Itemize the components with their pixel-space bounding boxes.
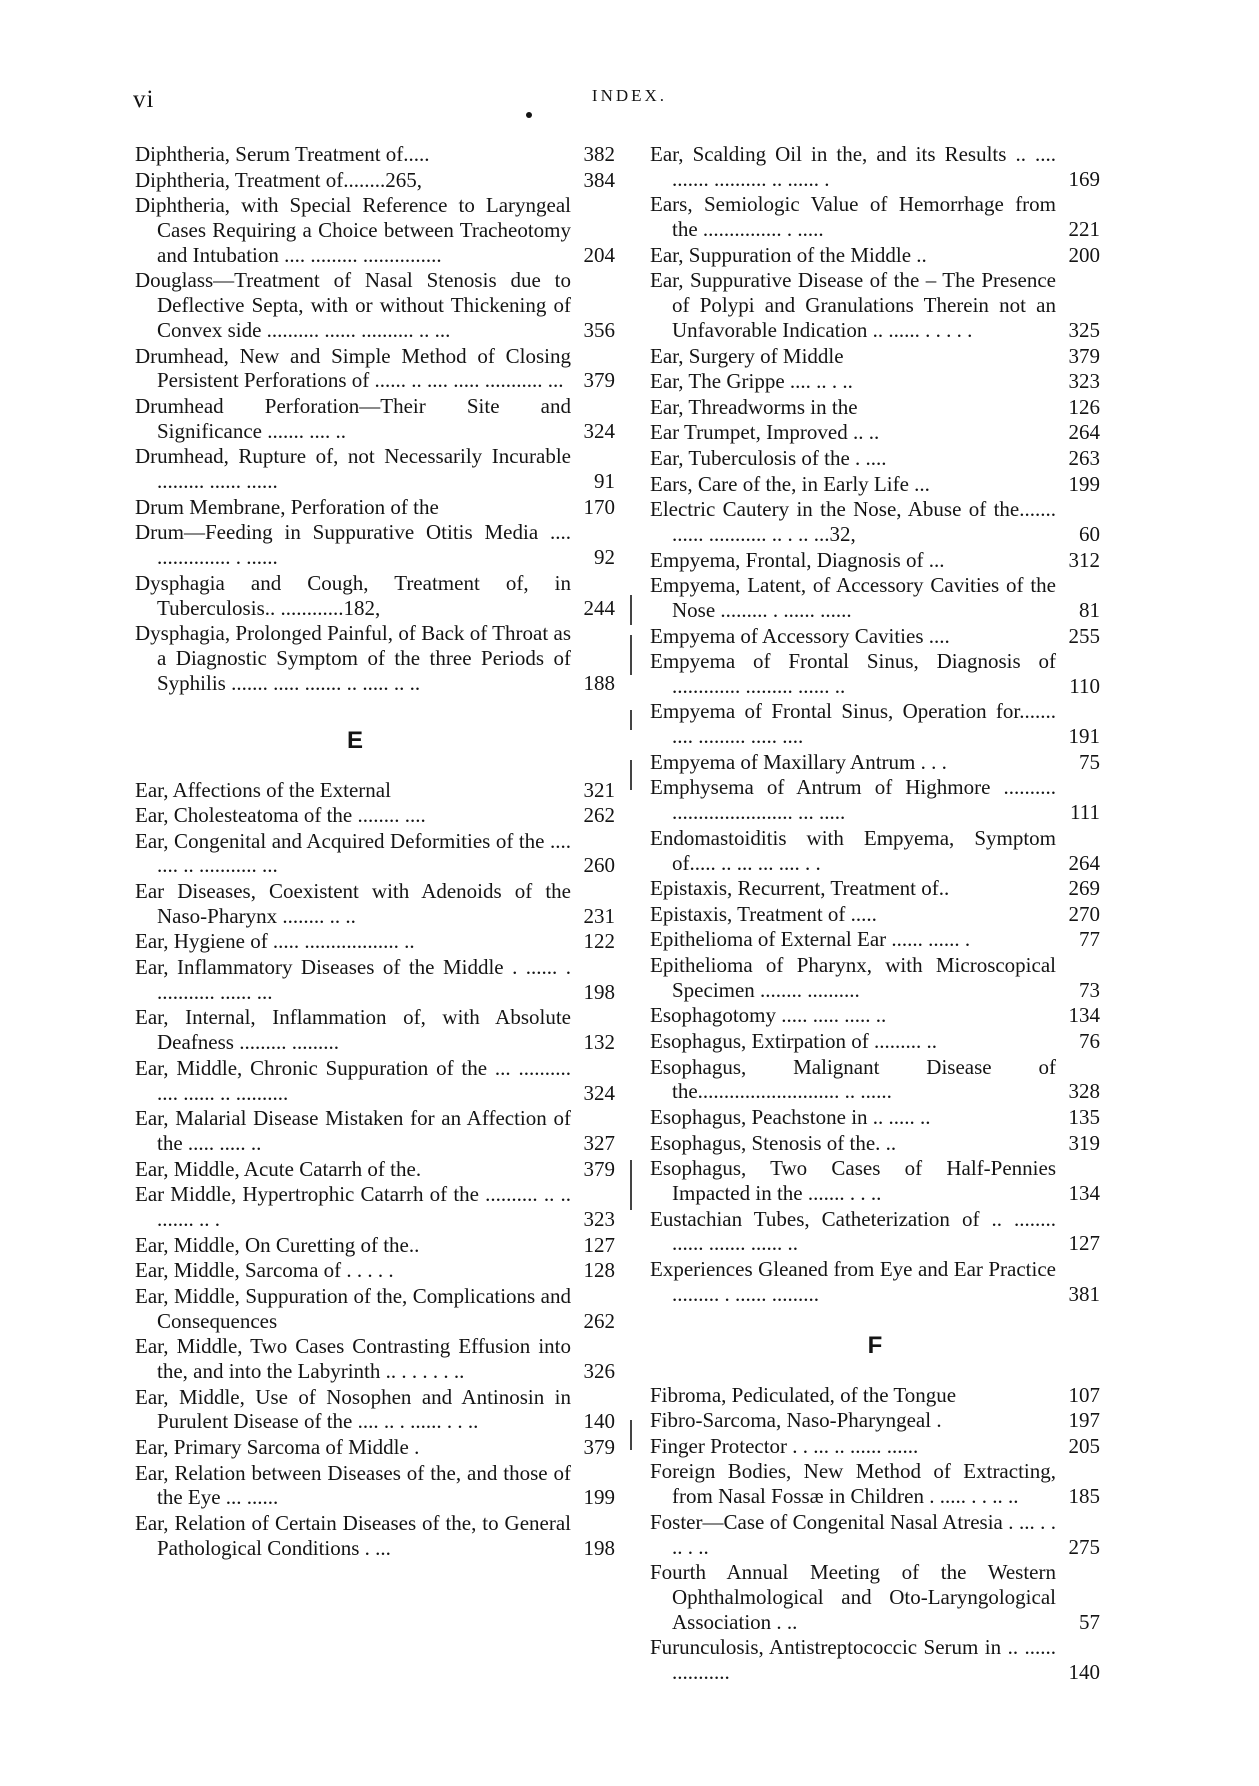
entry-page-number: 255 <box>1068 623 1100 648</box>
index-entry <box>650 1131 1100 1156</box>
entry-page-number: 325 <box>1068 317 1100 342</box>
index-entry <box>650 775 1100 825</box>
entry-page-number: 262 <box>583 1308 615 1333</box>
entry-text: Ear, Scalding Oil in the, and its Results .. .... ....... .......... .. ...... . <box>650 142 1056 191</box>
entry-text: Ear, Relation of Certain Diseases of the, to General Pathological Conditions . ... <box>135 1510 571 1560</box>
entry-page-number: 170 <box>583 494 615 519</box>
entry-page-number: 379 <box>583 1434 615 1459</box>
entry-page-number: 169 <box>1068 166 1100 191</box>
index-entry <box>135 1056 615 1106</box>
entry-page-number: 270 <box>1068 901 1100 926</box>
index-entry <box>650 1156 1100 1206</box>
entry-text: Fibro-Sarcoma, Naso-Pharyngeal . <box>650 1408 942 1433</box>
entry-page-number: 127 <box>583 1232 615 1257</box>
entry-page-number: 134 <box>1068 1180 1100 1205</box>
entry-text: Epithelioma of Pharynx, with Microscopical Specimen ........ .......... <box>650 953 1056 1002</box>
entry-text: Esophagus, Peachstone in .. ..... .. <box>650 1105 931 1129</box>
index-entry <box>135 520 615 570</box>
entry-text: Esophagus, Malignant Disease of the........................... .. ...... <box>650 1054 1056 1104</box>
entry-text: Drum Membrane, Perforation of the <box>135 494 439 519</box>
entry-text: Ear, Malarial Disease Mistaken for an Affection of the ..... ..... .. <box>135 1106 571 1156</box>
index-entry <box>650 344 1100 369</box>
entry-page-number: 110 <box>1069 673 1100 698</box>
entry-text: Ear, Tuberculosis of the . .... <box>650 445 887 470</box>
index-entry <box>135 929 615 954</box>
column-rule-segment <box>630 595 632 625</box>
entry-page-number: 323 <box>1068 369 1100 394</box>
index-entry <box>135 344 615 394</box>
left-entries-top <box>135 142 615 696</box>
index-entry <box>650 1029 1100 1054</box>
index-entry <box>650 1105 1100 1130</box>
entry-page-number: 379 <box>583 368 615 393</box>
entry-page-number: 324 <box>583 418 615 443</box>
column-rule-segment <box>630 760 632 790</box>
entry-text: Empyema of Frontal Sinus, Diagnosis of ............. ......... ...... .. <box>650 649 1056 698</box>
entry-page-number: 200 <box>1068 242 1100 267</box>
entry-page-number: 76 <box>1079 1029 1100 1054</box>
index-entry <box>650 699 1100 749</box>
index-entry <box>135 268 615 342</box>
entry-page-number: 205 <box>1068 1433 1100 1458</box>
entry-page-number: 91 <box>594 469 615 494</box>
entry-text: Ear, Congenital and Acquired Deformities of the .... .... .. ........... ... <box>135 828 571 878</box>
index-entry <box>135 1435 615 1460</box>
entry-text: Ear Diseases, Coexistent with Adenoids of the Naso-Pharynx ........ .. .. <box>135 879 571 928</box>
entry-page-number: 328 <box>1068 1079 1100 1104</box>
entry-page-number: 73 <box>1079 977 1100 1002</box>
entry-text: Epithelioma of External Ear ...... ...... . <box>650 927 971 952</box>
entry-text: Ears, Care of the, in Early Life ... <box>650 471 930 496</box>
entry-text: Ear, Middle, Use of Nosophen and Antinosin in Purulent Disease of the .... .. . ...... . . .. <box>135 1384 571 1434</box>
index-entry <box>650 1560 1100 1634</box>
index-entry <box>650 953 1100 1003</box>
index-entry <box>650 1257 1100 1307</box>
entry-text: Epistaxis, Treatment of ..... <box>650 901 877 926</box>
entry-text: Drum—Feeding in Suppurative Otitis Media .... .............. . ...... <box>135 520 571 570</box>
entry-page-number: 197 <box>1068 1408 1100 1433</box>
entry-text: Dysphagia, Prolonged Painful, of Back of Throat as a Diagnostic Symptom of the three Periods of Syphilis ....... ..... ....... .. ..... .. .. <box>135 621 571 695</box>
entry-page-number: 128 <box>583 1258 615 1283</box>
entry-text: Diphtheria, Treatment of........265, <box>135 167 422 192</box>
section-letter-e: E <box>346 726 363 754</box>
right-column <box>650 142 1100 1686</box>
index-entry <box>650 420 1100 445</box>
entry-text: Experiences Gleaned from Eye and Ear Practice ......... . ...... ......... <box>650 1256 1056 1306</box>
index-entry <box>135 621 615 695</box>
entry-text: Ear Trumpet, Improved .. .. <box>650 420 880 445</box>
column-rule-segment <box>630 710 632 730</box>
entry-page-number: 326 <box>583 1358 615 1383</box>
entry-text: Diphtheria, with Special Reference to Laryngeal Cases Requiring a Choice between Tracheotomy and Intubation .... ......... ............... <box>135 193 571 267</box>
entry-text: Ear, Threadworms in the <box>650 394 858 419</box>
entry-page-number: 140 <box>1068 1660 1100 1685</box>
entry-page-number: 324 <box>583 1080 615 1105</box>
entry-text: Ear Middle, Hypertrophic Catarrh of the .......... .. .. ....... .. . <box>135 1182 571 1232</box>
index-entry <box>135 1233 615 1258</box>
index-entry <box>650 902 1100 927</box>
entry-text: Epistaxis, Recurrent, Treatment of.. <box>650 876 950 901</box>
page-folio: vi <box>133 86 155 113</box>
entry-text: Ear, Middle, Sarcoma of . . . . . <box>135 1258 394 1283</box>
column-rule-segment <box>630 1420 632 1450</box>
entry-text: Ear, Cholesteatoma of the ........ .... <box>135 803 426 828</box>
index-entry <box>135 1182 615 1232</box>
index-entry <box>650 268 1100 342</box>
entry-text: Diphtheria, Serum Treatment of..... <box>135 142 430 166</box>
entry-page-number: 275 <box>1068 1534 1100 1559</box>
index-entry <box>650 750 1100 775</box>
entry-page-number: 198 <box>583 979 615 1004</box>
entry-page-number: 135 <box>1068 1105 1100 1129</box>
entry-text: Ears, Semiologic Value of Hemorrhage from the ............... . ..... <box>650 192 1056 242</box>
index-entry <box>650 1510 1100 1560</box>
entry-page-number: 382 <box>583 142 615 166</box>
entry-text: Finger Protector . . ... .. ...... ...... <box>650 1433 919 1458</box>
index-entry <box>135 879 615 929</box>
entry-page-number: 75 <box>1079 749 1100 774</box>
entry-page-number: 327 <box>583 1131 615 1156</box>
index-entry <box>650 243 1100 268</box>
entry-text: Ear, Middle, Chronic Suppuration of the ... .......... .... ...... .. .......... <box>135 1055 571 1105</box>
entry-page-number: 356 <box>583 317 615 342</box>
entry-text: Ear, Surgery of Middle <box>650 343 844 368</box>
index-entry <box>650 1207 1100 1257</box>
index-entry <box>650 1408 1100 1433</box>
entry-text: Empyema, Latent, of Accessory Cavities of the Nose ......... . ...... ...... <box>650 573 1056 622</box>
entry-page-number: 321 <box>583 777 615 802</box>
entry-text: Foreign Bodies, New Method of Extracting, from Nasal Fossæ in Children . ..... . . .. .. <box>650 1459 1056 1509</box>
entry-page-number: 381 <box>1068 1281 1100 1306</box>
entry-page-number: 379 <box>583 1156 615 1181</box>
entry-text: Eustachian Tubes, Catheterization of .. ........ ...... ....... ...... .. <box>650 1206 1056 1256</box>
index-entry <box>135 394 615 444</box>
entry-page-number: 92 <box>594 545 615 570</box>
index-entry <box>135 955 615 1005</box>
entry-text: Ear, Middle, Two Cases Contrasting Effusion into the, and into the Labyrinth .. . . . . . .. <box>135 1334 571 1383</box>
entry-text: Douglass—Treatment of Nasal Stenosis due to Deflective Septa, with or without Thickening of Convex side .......... ...... .......... .. ... <box>135 268 571 342</box>
entry-page-number: 323 <box>583 1207 615 1232</box>
entry-page-number: 379 <box>1068 343 1100 368</box>
entry-page-number: 81 <box>1079 597 1100 622</box>
index-entry <box>650 1003 1100 1028</box>
index-entry <box>650 142 1100 192</box>
column-rule-segment <box>630 1160 632 1210</box>
entry-page-number: 199 <box>583 1485 615 1510</box>
index-entry <box>650 649 1100 699</box>
entry-text: Fourth Annual Meeting of the Western Ophthalmological and Oto-Laryngological Association . .. <box>650 1560 1056 1634</box>
entry-page-number: 107 <box>1068 1382 1100 1407</box>
right-entries-top <box>650 142 1100 1307</box>
entry-page-number: 111 <box>1070 800 1100 825</box>
entry-text: Drumhead, New and Simple Method of Closing Persistent Perforations of ...... .. .... ..... ........... ... <box>135 343 571 393</box>
entry-text: Esophagotomy ..... ..... ..... .. <box>650 1003 887 1028</box>
index-entry <box>135 829 615 879</box>
ornament-dot <box>526 112 532 118</box>
entry-text: Drumhead Perforation—Their Site and Significance ....... .... .. <box>135 393 571 443</box>
entry-page-number: 260 <box>583 853 615 878</box>
entry-text: Electric Cautery in the Nose, Abuse of the....... ...... ........... .. . .. ...32, <box>650 497 1056 546</box>
index-entry <box>135 142 615 167</box>
entry-text: Empyema, Frontal, Diagnosis of ... <box>650 547 945 572</box>
entry-text: Emphysema of Antrum of Highmore .......... ....................... ... ..... <box>650 775 1056 825</box>
left-column <box>135 142 615 1561</box>
entry-text: Esophagus, Extirpation of ......... .. <box>650 1029 937 1054</box>
entry-text: Ear, The Grippe .... .. . .. <box>650 369 853 394</box>
index-entry <box>650 826 1100 876</box>
index-entry <box>135 1284 615 1334</box>
entry-page-number: 264 <box>1068 420 1100 445</box>
entry-page-number: 384 <box>583 167 615 192</box>
index-entry <box>650 369 1100 394</box>
entry-page-number: 122 <box>583 929 615 954</box>
entry-page-number: 57 <box>1079 1609 1100 1634</box>
entry-page-number: 134 <box>1068 1003 1100 1028</box>
index-entry <box>135 1385 615 1435</box>
index-entry <box>650 876 1100 901</box>
entry-page-number: 262 <box>583 803 615 828</box>
index-entry <box>650 446 1100 471</box>
index-entry <box>650 1635 1100 1685</box>
index-entry <box>135 1511 615 1561</box>
entry-text: Ear, Relation between Diseases of the, and those of the Eye ... ...... <box>135 1460 571 1510</box>
index-entry <box>135 778 615 803</box>
entry-text: Foster—Case of Congenital Nasal Atresia . ... . . .. . .. <box>650 1509 1056 1559</box>
entry-page-number: 199 <box>1068 471 1100 496</box>
entry-text: Drumhead, Rupture of, not Necessarily Incurable ......... ...... ...... <box>135 444 571 494</box>
index-entry <box>650 472 1100 497</box>
index-entry <box>135 1005 615 1055</box>
entry-page-number: 188 <box>583 670 615 695</box>
entry-text: Endomastoiditis with Empyema, Symptom of..... .. ... ... .... . . <box>650 825 1056 875</box>
entry-page-number: 198 <box>583 1535 615 1560</box>
entry-text: Fibroma, Pediculated, of the Tongue <box>650 1382 957 1407</box>
entry-page-number: 264 <box>1068 850 1100 875</box>
entry-page-number: 140 <box>583 1409 615 1434</box>
index-entry <box>135 1157 615 1182</box>
index-entry <box>135 444 615 494</box>
entry-page-number: 269 <box>1068 876 1100 901</box>
entry-text: Ear, Primary Sarcoma of Middle . <box>135 1434 420 1459</box>
index-entry <box>135 1461 615 1511</box>
index-entry <box>650 548 1100 573</box>
index-entry <box>135 1334 615 1384</box>
entry-page-number: 231 <box>583 903 615 928</box>
entry-page-number: 204 <box>583 242 615 267</box>
right-entries-bottom <box>650 1383 1100 1685</box>
entry-page-number: 77 <box>1079 927 1100 952</box>
index-entry <box>650 624 1100 649</box>
index-entry <box>135 193 615 267</box>
section-letter-f: F <box>867 1331 883 1359</box>
index-entry <box>650 497 1100 547</box>
entry-text: Ear, Internal, Inflammation of, with Absolute Deafness ......... ......... <box>135 1005 571 1055</box>
entry-page-number: 60 <box>1079 521 1100 546</box>
entry-text: Ear, Middle, Suppuration of the, Complications and Consequences <box>135 1283 571 1333</box>
index-entry <box>135 1258 615 1283</box>
index-entry <box>650 395 1100 420</box>
entry-page-number: 319 <box>1068 1130 1100 1155</box>
index-entry <box>650 573 1100 623</box>
index-entry <box>650 1055 1100 1105</box>
entry-page-number: 312 <box>1068 547 1100 572</box>
running-title: INDEX. <box>591 86 668 105</box>
index-entry <box>135 495 615 520</box>
entry-text: Empyema of Accessory Cavities .... <box>650 623 950 648</box>
entry-text: Empyema of Frontal Sinus, Operation for....... .... ......... ..... .... <box>650 699 1056 749</box>
index-entry <box>135 803 615 828</box>
entry-text: Ear, Suppuration of the Middle .. <box>650 242 927 267</box>
index-entry <box>650 1434 1100 1459</box>
entry-text: Esophagus, Two Cases of Half-Pennies Impacted in the ....... . . .. <box>650 1156 1056 1205</box>
entry-page-number: 263 <box>1068 445 1100 470</box>
entry-text: Dysphagia and Cough, Treatment of, in Tuberculosis.. ............182, <box>135 570 571 620</box>
index-entry <box>135 168 615 193</box>
entry-text: Esophagus, Stenosis of the. .. <box>650 1130 897 1155</box>
entry-text: Furunculosis, Antistreptococcic Serum in .. ...... ........... <box>650 1635 1056 1685</box>
entry-page-number: 126 <box>1068 394 1100 419</box>
index-entry <box>135 1106 615 1156</box>
entry-text: Ear, Suppurative Disease of the – The Presence of Polypi and Granulations Therein not an Unfavorable Indication .. ...... . . . . . <box>650 268 1056 342</box>
entry-text: Ear, Inflammatory Diseases of the Middle . ...... . ........... ...... ... <box>135 955 571 1004</box>
entry-page-number: 132 <box>583 1030 615 1055</box>
entry-text: Ear, Affections of the External <box>135 777 391 802</box>
index-entry <box>135 571 615 621</box>
entry-text: Ear, Hygiene of ..... .................. .. <box>135 929 415 954</box>
column-rule-segment <box>630 635 632 675</box>
entry-page-number: 221 <box>1068 217 1100 242</box>
left-entries-bottom <box>135 778 615 1561</box>
entry-page-number: 244 <box>583 595 615 620</box>
entry-text: Ear, Middle, Acute Catarrh of the. <box>135 1156 422 1181</box>
index-entry <box>650 1383 1100 1408</box>
index-entry <box>650 927 1100 952</box>
index-entry <box>650 1459 1100 1509</box>
entry-page-number: 127 <box>1068 1231 1100 1256</box>
index-entry <box>650 192 1100 242</box>
entry-page-number: 185 <box>1068 1484 1100 1509</box>
entry-text: Ear, Middle, On Curetting of the.. <box>135 1232 420 1257</box>
entry-page-number: 191 <box>1068 724 1100 749</box>
entry-text: Empyema of Maxillary Antrum . . . <box>650 749 947 774</box>
